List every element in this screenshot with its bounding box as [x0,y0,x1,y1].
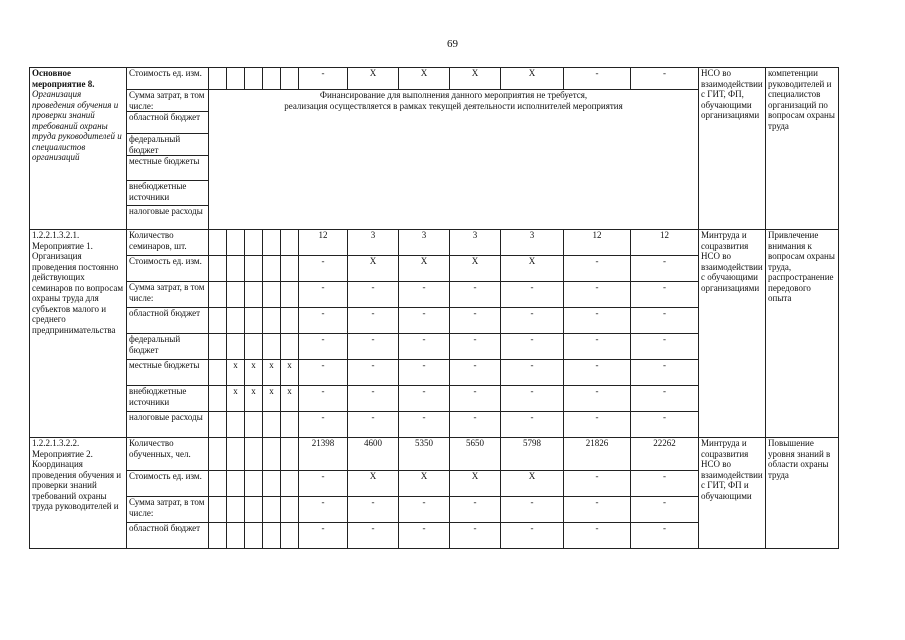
mark-cell: х [263,360,281,386]
value-cell: - [631,523,699,549]
value-cell: X [450,256,501,282]
mark-cell: х [281,360,299,386]
row-label: федеральный бюджет [127,134,209,156]
value-cell: - [299,308,348,334]
value-cell: - [631,386,699,412]
value-cell: - [631,497,699,523]
value-cell: - [501,282,564,308]
main-activity-subtitle: Организация проведения обучения и проверки знаний требований охраны труда руководителей и специалистов организаций [32,89,122,162]
value-cell: - [631,360,699,386]
value-cell: - [299,360,348,386]
mark-cell [227,256,245,282]
value-cell: - [299,68,348,90]
mark-cell [209,497,227,523]
funding-note-line2: реализация осуществляется в рамках текущей деятельности исполнителей мероприятия [284,100,623,111]
result-cell: компетенции руководителей и специалистов организаций по вопросам охраны труда [766,68,839,230]
value-cell: 3 [399,230,450,256]
mark-cell [227,308,245,334]
value-cell: - [348,334,399,360]
mark-cell [209,438,227,471]
mark-cell [227,471,245,497]
value-cell: X [348,68,399,90]
mark-cell [209,230,227,256]
mark-cell [263,471,281,497]
row-label: Стоимость ед. изм. [127,471,209,497]
result-cell: Привлечение внимания к вопросам охраны труда, распространение передового опыта [766,230,839,438]
value-cell: - [631,282,699,308]
value-cell: 3 [450,230,501,256]
value-cell: 21398 [299,438,348,471]
value-cell: - [564,308,631,334]
value-cell: - [399,360,450,386]
row-label: Количество обученных, чел. [127,438,209,471]
value-cell: - [399,386,450,412]
program-table [29,67,839,549]
value-cell: 3 [348,230,399,256]
value-cell: - [501,412,564,438]
value-cell: - [631,412,699,438]
value-cell: X [399,256,450,282]
row-label: налоговые расходы [127,206,209,230]
value-cell: X [501,256,564,282]
mark-cell [209,386,227,412]
mark-cell [245,412,263,438]
value-cell: - [450,412,501,438]
value-cell: - [299,386,348,412]
result-cell: Повышение уровня знаний в области охраны труда [766,438,839,549]
mark-cell [209,523,227,549]
value-cell: - [450,497,501,523]
value-cell: - [399,523,450,549]
value-cell: - [299,497,348,523]
executors-cell: Минтруда и соцразвития НСО во взаимодействии с ГИТ, ФП и обучающими [699,438,766,549]
value-cell: - [501,360,564,386]
mark-cell: х [245,386,263,412]
value-cell: - [348,282,399,308]
row-label: местные бюджеты [127,156,209,181]
mark-cell [245,68,263,90]
row-label: областной бюджет [127,112,209,134]
value-cell: - [348,412,399,438]
value-cell: 5798 [501,438,564,471]
value-cell: X [399,471,450,497]
value-cell: - [564,386,631,412]
value-cell: - [631,68,699,90]
page-number: 69 [447,38,458,50]
value-cell: - [564,68,631,90]
mark-cell [263,438,281,471]
row-label: областной бюджет [127,308,209,334]
activity-cell: 1.2.2.1.3.2.2. Мероприятие 2. Координация проведения обучения и проверки знаний требований охраны труда руководителей и [30,438,127,549]
value-cell: X [348,256,399,282]
mark-cell: х [281,386,299,412]
value-cell: 5350 [399,438,450,471]
mark-cell [281,230,299,256]
row-label: Сумма затрат, в том числе: [127,90,209,112]
mark-cell: х [227,360,245,386]
value-cell: X [348,471,399,497]
value-cell: - [564,497,631,523]
value-cell: - [299,334,348,360]
mark-cell [227,497,245,523]
value-cell: - [399,308,450,334]
mark-cell [263,230,281,256]
value-cell: - [399,282,450,308]
value-cell: - [450,523,501,549]
value-cell: - [564,412,631,438]
value-cell: - [564,360,631,386]
value-cell: - [564,334,631,360]
mark-cell [263,282,281,308]
value-cell: - [564,256,631,282]
value-cell: - [564,471,631,497]
mark-cell [281,497,299,523]
mark-cell [227,68,245,90]
value-cell: - [299,523,348,549]
value-cell: X [399,68,450,90]
mark-cell [227,523,245,549]
mark-cell [209,308,227,334]
mark-cell [245,523,263,549]
mark-cell [209,471,227,497]
value-cell: - [501,334,564,360]
value-cell: - [450,360,501,386]
row-label: местные бюджеты [127,360,209,386]
mark-cell [281,523,299,549]
value-cell: - [399,497,450,523]
value-cell: - [348,360,399,386]
value-cell: - [348,523,399,549]
mark-cell [263,523,281,549]
mark-cell [227,438,245,471]
row-label: Стоимость ед. изм. [127,68,209,90]
row-label: областной бюджет [127,523,209,549]
value-cell: X [501,471,564,497]
mark-cell [245,230,263,256]
value-cell: 12 [299,230,348,256]
mark-cell [281,334,299,360]
row-label: внебюджетные источники [127,386,209,412]
value-cell: - [631,308,699,334]
mark-cell [227,412,245,438]
mark-cell [245,334,263,360]
mark-cell [281,256,299,282]
mark-cell [227,230,245,256]
value-cell: - [348,308,399,334]
mark-cell [209,68,227,90]
value-cell: - [299,282,348,308]
mark-cell [263,412,281,438]
activity-cell: 1.2.2.1.3.2.1. Мероприятие 1. Организация проведения постоянно действующих семинаров по вопросам охраны труда для субъектов малого и среднего предпринимательства [30,230,127,438]
value-cell: - [564,282,631,308]
mark-cell [281,282,299,308]
row-label: налоговые расходы [127,412,209,438]
value-cell: - [399,334,450,360]
mark-cell [245,282,263,308]
mark-cell [281,412,299,438]
value-cell: 5650 [450,438,501,471]
value-cell: - [564,523,631,549]
mark-cell [245,256,263,282]
mark-cell [245,471,263,497]
main-activity-cell [30,68,127,230]
value-cell: - [450,386,501,412]
mark-cell [263,256,281,282]
value-cell: 12 [564,230,631,256]
mark-cell [209,282,227,308]
value-cell: - [631,256,699,282]
value-cell: - [348,497,399,523]
value-cell: - [631,334,699,360]
mark-cell [227,282,245,308]
mark-cell [245,308,263,334]
value-cell: 22262 [631,438,699,471]
value-cell: 4600 [348,438,399,471]
value-cell: 12 [631,230,699,256]
value-cell: - [631,471,699,497]
mark-cell: х [245,360,263,386]
value-cell: X [501,68,564,90]
value-cell: - [348,386,399,412]
executors-cell: НСО во взаимодействии с ГИТ, ФП, обучающими организациями [699,68,766,230]
mark-cell [263,497,281,523]
row-label: Сумма затрат, в том числе: [127,497,209,523]
mark-cell: х [227,386,245,412]
value-cell: X [450,471,501,497]
value-cell: - [399,412,450,438]
value-cell: - [299,256,348,282]
mark-cell: х [263,386,281,412]
row-label: Сумма затрат, в том числе: [127,282,209,308]
row-label: Стоимость ед. изм. [127,256,209,282]
mark-cell [245,438,263,471]
mark-cell [281,308,299,334]
row-label: федеральный бюджет [127,334,209,360]
mark-cell [209,412,227,438]
value-cell: - [299,412,348,438]
value-cell: - [501,308,564,334]
mark-cell [263,334,281,360]
mark-cell [263,68,281,90]
value-cell: - [299,471,348,497]
value-cell: - [501,497,564,523]
executors-cell: Минтруда и соцразвития НСО во взаимодействии с обучающими организациями [699,230,766,438]
row-label: Количество семинаров, шт. [127,230,209,256]
value-cell: - [450,282,501,308]
main-activity-title: Основное мероприятие 8. [32,68,95,89]
mark-cell [281,471,299,497]
value-cell: 3 [501,230,564,256]
mark-cell [209,334,227,360]
mark-cell [209,256,227,282]
funding-note [209,90,699,230]
mark-cell [245,497,263,523]
value-cell: - [501,523,564,549]
mark-cell [227,334,245,360]
value-cell: - [501,386,564,412]
row-label: внебюджетные источники [127,181,209,206]
value-cell: - [450,334,501,360]
value-cell: 21826 [564,438,631,471]
value-cell: - [450,308,501,334]
mark-cell [281,438,299,471]
value-cell: X [450,68,501,90]
mark-cell [263,308,281,334]
mark-cell [209,360,227,386]
mark-cell [281,68,299,90]
funding-note-line1: Финансирование для выполнения данного мероприятия не требуется, [319,90,588,100]
